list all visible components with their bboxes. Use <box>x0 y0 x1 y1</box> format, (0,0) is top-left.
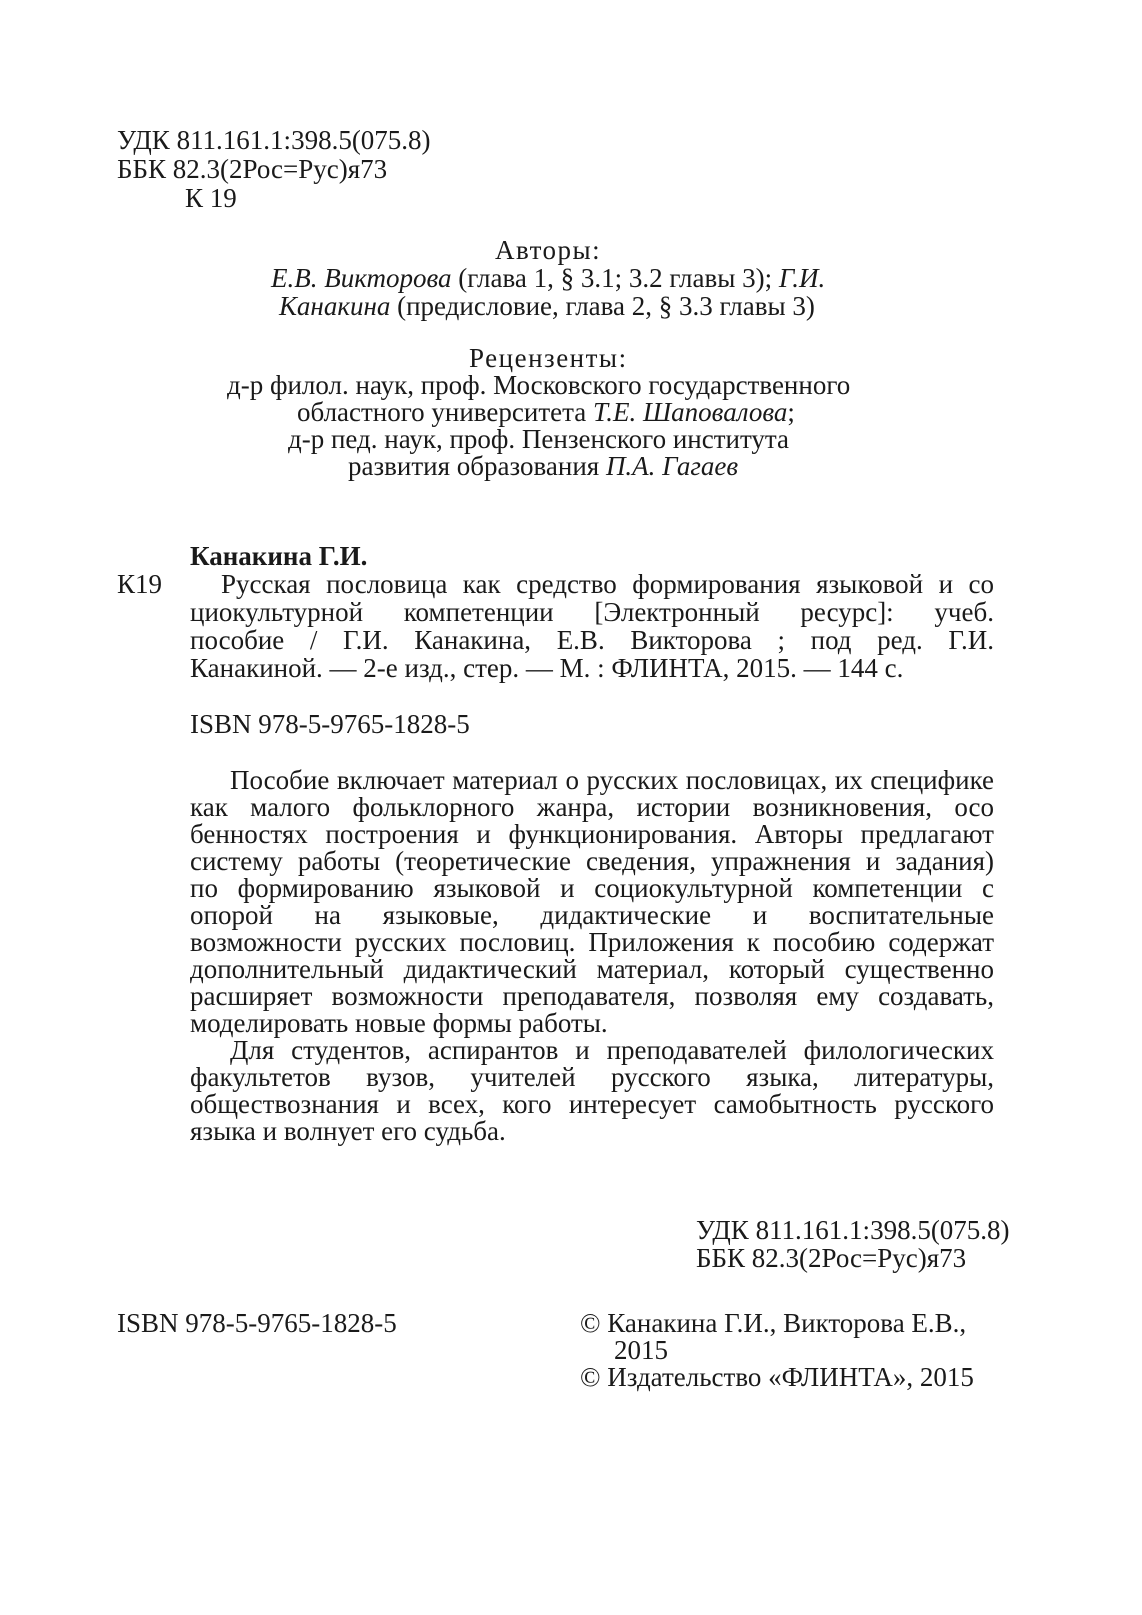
abstract-line: как малого фольклорного жанра, истории возникновения, осо <box>190 792 994 822</box>
authors-line-1 <box>271 265 825 292</box>
abstract-line: систему работы (теоретические сведения, упражнения и задания) <box>190 846 994 876</box>
udk-code: УДК 811.161.1:398.5(075.8) <box>117 125 431 155</box>
reviewers-heading: Рецензенты: <box>469 343 628 373</box>
footer-bbk-code: ББК 82.3(2Рос=Рус)я73 <box>696 1243 967 1273</box>
bib-line-3: пособие / Г.И. Канакина, Е.В. Викторова ; под ред. Г.И. <box>190 625 994 655</box>
bib-line-2: циокультурной компетенции [Электронный ресурс]: учеб. <box>190 597 994 627</box>
abstract-line: расширяет возможности преподавателя, позволяя ему создавать, <box>190 981 994 1011</box>
abstract-line: опорой на языковые, дидактические и воспитательные <box>190 900 994 930</box>
bib-line-4: Канакиной. — 2-е изд., стер. — М. : ФЛИНТА, 2015. — 144 с. <box>190 653 904 683</box>
bib-isbn: ISBN 978-5-9765-1828-5 <box>190 709 470 739</box>
bib-line-1: Русская пословица как средство формирования языковой и со <box>221 569 994 599</box>
abstract-line: факультетов вузов, учителей русского языка, литературы, <box>190 1062 994 1092</box>
author2-name-part1: Г.И. <box>778 263 826 293</box>
abstract-line: дополнительный дидактический материал, который существенно <box>190 954 994 984</box>
reviewer1-name: Т.Е. Шаповалова <box>592 397 788 427</box>
author-mark: К 19 <box>185 183 237 213</box>
abstract-line: по формированию языковой и социокультурной компетенции с <box>190 873 994 903</box>
copyright-publisher: © Издательство «ФЛИНТА», 2015 <box>580 1362 974 1392</box>
bbk-code: ББК 82.3(2Рос=Рус)я73 <box>117 154 388 184</box>
author1-name: Е.В. Викторова <box>271 263 452 293</box>
abstract-line: возможности русских пословиц. Приложения к пособию содержат <box>190 927 994 957</box>
reviewer-line-4 <box>348 453 738 480</box>
abstract-line: моделировать новые формы работы. <box>190 1008 608 1038</box>
reviewer2-affiliation: развития образования <box>348 451 600 481</box>
reviewer1-punct: ; <box>787 397 795 427</box>
footer-isbn: ISBN 978-5-9765-1828-5 <box>117 1308 397 1338</box>
copyright-authors-year: 2015 <box>614 1335 668 1365</box>
footer-udk-code: УДК 811.161.1:398.5(075.8) <box>696 1215 1010 1245</box>
copyright-authors: © Канакина Г.И., Викторова Е.В., <box>580 1308 967 1338</box>
bib-mark: К19 <box>117 569 163 599</box>
authors-line-2 <box>279 293 815 320</box>
abstract-line: обществознания и всех, кого интересует самобытность русского <box>190 1089 994 1119</box>
reviewer1-affiliation: областного университета <box>297 397 587 427</box>
abstract-line: Пособие включает материал о русских пословицах, их специфике <box>230 765 994 795</box>
bib-author-heading: Канакина Г.И. <box>190 541 368 571</box>
reviewer2-name: П.А. Гагаев <box>605 451 739 481</box>
author1-role: (глава 1, § 3.1; 3.2 главы 3); <box>458 263 773 293</box>
authors-heading: Авторы: <box>495 235 602 265</box>
reviewer-line-2 <box>297 399 795 426</box>
reviewer-line-3: д-р пед. наук, проф. Пензенского института <box>288 424 790 454</box>
author2-role: (предисловие, глава 2, § 3.3 главы 3) <box>397 291 815 321</box>
abstract-line: Для студентов, аспирантов и преподавателей филологических <box>230 1035 994 1065</box>
abstract-line: бенностях построения и функционирования. Авторы предлагают <box>190 819 994 849</box>
abstract-line: языка и волнует его судьба. <box>190 1116 506 1146</box>
author2-name-part2: Канакина <box>279 291 391 321</box>
reviewer-line-1: д-р филол. наук, проф. Московского государственного <box>227 370 851 400</box>
